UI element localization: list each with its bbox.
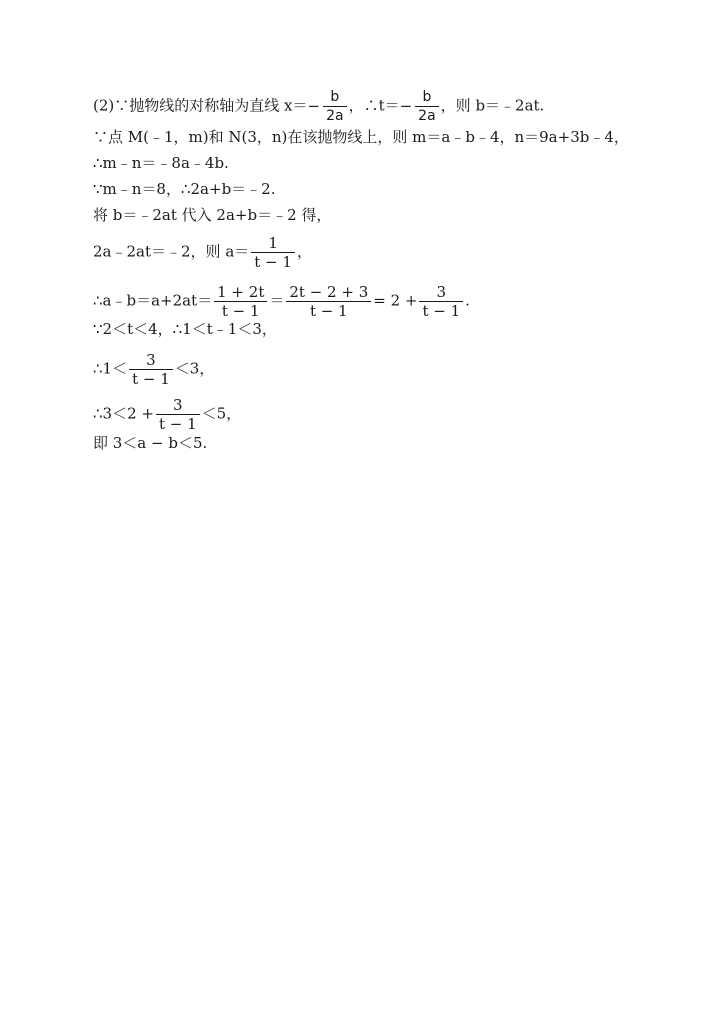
- fraction-numerator: b: [323, 88, 347, 107]
- fraction-numerator: 3: [419, 283, 463, 302]
- solution-line-10: [93, 396, 241, 433]
- fraction-denominator: 2a: [418, 108, 436, 124]
- fraction-b-over-2a: [323, 88, 347, 125]
- fraction-numerator: 3: [129, 351, 173, 370]
- line1-middle: ，∴t＝: [348, 96, 400, 115]
- line9-prefix: ∴1＜: [93, 359, 128, 378]
- fraction-numerator: 1 + 2t: [214, 283, 267, 302]
- solution-line-1: [93, 88, 544, 125]
- fraction-denominator: t − 1: [132, 370, 170, 388]
- fraction-3-over-t-minus-1: [156, 396, 200, 433]
- line1-minus: −: [307, 96, 321, 115]
- fraction-3-over-t-minus-1: [419, 283, 463, 320]
- line7-equals-2: = 2 +: [373, 291, 418, 310]
- solution-line-11: 即 3＜a − b＜5.: [93, 434, 208, 452]
- solution-line-2: ∵点 M(﹣1，m)和 N(3，n)在该抛物线上，则 m＝a﹣b﹣4，n＝9a+3b﹣4，: [93, 128, 629, 146]
- line7-equals-1: ＝: [269, 291, 285, 310]
- line6-suffix: ，: [296, 242, 312, 261]
- line1-minus-2: −: [399, 96, 413, 115]
- line1-suffix: ，则 b＝﹣2at.: [440, 96, 545, 115]
- line1-prefix: (2)∵抛物线的对称轴为直线 x＝: [93, 96, 308, 115]
- fraction-denominator: t − 1: [254, 253, 292, 271]
- solution-line-5: 将 b＝﹣2at 代入 2a+b＝﹣2 得，: [93, 206, 332, 224]
- fraction-1-over-t-minus-1: [251, 234, 295, 271]
- solution-line-9: [93, 351, 214, 388]
- line7-suffix: .: [465, 291, 470, 310]
- solution-line-3: ∴m﹣n＝﹣8a﹣4b.: [93, 154, 229, 172]
- fraction-denominator: 2a: [326, 108, 344, 124]
- line9-suffix: ＜3，: [174, 359, 215, 378]
- fraction-denominator: t − 1: [309, 302, 348, 320]
- fraction-denominator: t − 1: [158, 415, 197, 433]
- fraction-denominator: t − 1: [221, 302, 260, 320]
- line10-suffix: ＜5，: [201, 404, 242, 423]
- fraction-numerator: 1: [251, 234, 295, 253]
- fraction-denominator: t − 1: [422, 302, 461, 320]
- solution-line-4: ∵m﹣n＝8，∴2a+b＝﹣2.: [93, 180, 276, 198]
- fraction-numerator: 3: [156, 396, 200, 415]
- line7-prefix: ∴a﹣b＝a+2at＝: [93, 291, 213, 310]
- fraction-b-over-2a-2: [415, 88, 439, 125]
- fraction-numerator: b: [415, 88, 439, 107]
- line10-prefix: ∴3＜2 +: [93, 404, 154, 423]
- solution-line-8: ∵2＜t＜4，∴1＜t﹣1＜3，: [93, 320, 277, 338]
- fraction-numerator: 2t − 2 + 3: [286, 283, 371, 302]
- line6-prefix: 2a﹣2at＝﹣2，则 a＝: [93, 242, 250, 261]
- fraction-2t-minus-2-plus-3: [286, 283, 371, 320]
- solution-line-6: [93, 234, 312, 271]
- fraction-3-over-t-minus-1: [129, 351, 173, 388]
- fraction-1-plus-2t: [214, 283, 267, 320]
- solution-line-7: [93, 283, 470, 320]
